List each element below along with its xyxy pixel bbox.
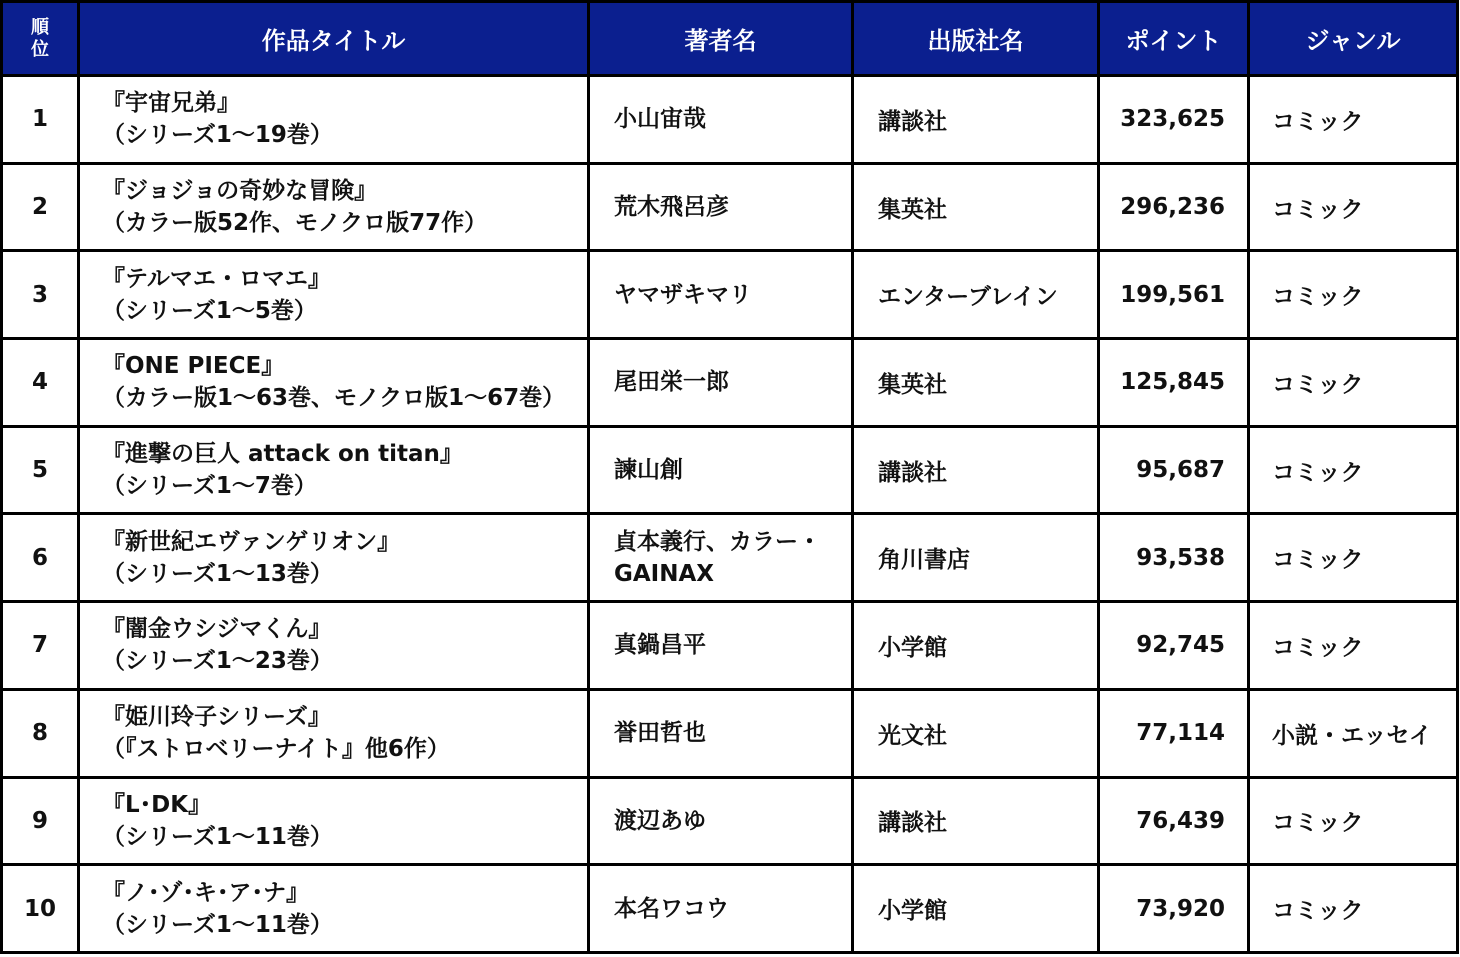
genre-cell: コミック — [1249, 251, 1458, 339]
work-subtitle: （シリーズ1～5巻） — [102, 297, 317, 324]
author-cell: 真鍋昌平 — [589, 602, 853, 690]
publisher-cell: 集英社 — [853, 339, 1099, 427]
work-subtitle: （シリーズ1～23巻） — [102, 648, 333, 675]
title-cell — [79, 426, 589, 514]
header-rank-line1: 順 — [31, 16, 49, 38]
author-cell: 貞本義行、カラー・GAINAX — [589, 514, 853, 602]
work-subtitle: （『ストロベリーナイト』他6作） — [102, 736, 450, 763]
rank-cell: 5 — [2, 426, 79, 514]
header-row — [2, 2, 1458, 76]
rank-cell: 8 — [2, 689, 79, 777]
genre-cell: コミック — [1249, 777, 1458, 865]
points-cell: 125,845 — [1099, 339, 1249, 427]
publisher-cell: 小学館 — [853, 602, 1099, 690]
table-row — [2, 602, 1458, 690]
title-cell — [79, 76, 589, 164]
work-title: 『ノ･ゾ･キ･ア･ナ』 — [102, 879, 309, 906]
work-title: 『ジョジョの奇妙な冒険』 — [102, 178, 378, 205]
genre-cell: コミック — [1249, 76, 1458, 164]
genre-cell: コミック — [1249, 514, 1458, 602]
author-cell: 尾田栄一郎 — [589, 339, 853, 427]
genre-cell: コミック — [1249, 426, 1458, 514]
work-title: 『L･DK』 — [102, 791, 212, 818]
title-cell — [79, 777, 589, 865]
publisher-cell: 角川書店 — [853, 514, 1099, 602]
table-row — [2, 163, 1458, 251]
work-subtitle: （シリーズ1～11巻） — [102, 823, 333, 850]
author-cell: ヤマザキマリ — [589, 251, 853, 339]
author-cell: 誉田哲也 — [589, 689, 853, 777]
points-cell: 76,439 — [1099, 777, 1249, 865]
publisher-cell: 小学館 — [853, 865, 1099, 953]
table-row — [2, 76, 1458, 164]
genre-cell: コミック — [1249, 602, 1458, 690]
rank-cell: 1 — [2, 76, 79, 164]
genre-cell: コミック — [1249, 163, 1458, 251]
header-genre: ジャンル — [1249, 2, 1458, 76]
title-cell — [79, 865, 589, 953]
table-row — [2, 777, 1458, 865]
publisher-cell: 集英社 — [853, 163, 1099, 251]
author-cell: 渡辺あゆ — [589, 777, 853, 865]
title-cell — [79, 163, 589, 251]
work-title: 『新世紀エヴァンゲリオン』 — [102, 528, 401, 555]
table-row — [2, 251, 1458, 339]
points-cell: 95,687 — [1099, 426, 1249, 514]
points-cell: 73,920 — [1099, 865, 1249, 953]
work-subtitle: （シリーズ1～13巻） — [102, 560, 333, 587]
work-title: 『宇宙兄弟』 — [102, 90, 240, 117]
publisher-cell: 講談社 — [853, 777, 1099, 865]
title-cell — [79, 602, 589, 690]
rank-cell: 2 — [2, 163, 79, 251]
work-subtitle: （シリーズ1～11巻） — [102, 911, 333, 938]
genre-cell: コミック — [1249, 339, 1458, 427]
header-points: ポイント — [1099, 2, 1249, 76]
points-cell: 92,745 — [1099, 602, 1249, 690]
author-cell: 小山宙哉 — [589, 76, 853, 164]
header-rank — [2, 2, 79, 76]
title-cell — [79, 689, 589, 777]
work-title: 『ONE PIECE』 — [102, 353, 285, 380]
table-row — [2, 865, 1458, 953]
rank-cell: 9 — [2, 777, 79, 865]
points-cell: 323,625 — [1099, 76, 1249, 164]
author-cell: 荒木飛呂彦 — [589, 163, 853, 251]
title-cell — [79, 251, 589, 339]
rank-cell: 4 — [2, 339, 79, 427]
publisher-cell: エンターブレイン — [853, 251, 1099, 339]
work-title: 『進撃の巨人 attack on titan』 — [102, 441, 463, 468]
table-header — [2, 2, 1458, 76]
work-subtitle: （シリーズ1～7巻） — [102, 473, 317, 500]
table-row — [2, 339, 1458, 427]
points-cell: 296,236 — [1099, 163, 1249, 251]
work-title: 『闇金ウシジマくん』 — [102, 616, 332, 643]
publisher-cell: 講談社 — [853, 426, 1099, 514]
work-title: 『姫川玲子シリーズ』 — [102, 704, 331, 731]
author-cell: 諫山創 — [589, 426, 853, 514]
points-cell: 77,114 — [1099, 689, 1249, 777]
points-cell: 93,538 — [1099, 514, 1249, 602]
genre-cell: 小説・エッセイ — [1249, 689, 1458, 777]
header-title: 作品タイトル — [79, 2, 589, 76]
points-cell: 199,561 — [1099, 251, 1249, 339]
work-subtitle: （カラー版1～63巻、モノクロ版1～67巻） — [102, 385, 566, 412]
title-cell — [79, 339, 589, 427]
table-row — [2, 689, 1458, 777]
genre-cell: コミック — [1249, 865, 1458, 953]
author-cell: 本名ワコウ — [589, 865, 853, 953]
publisher-cell: 講談社 — [853, 76, 1099, 164]
title-cell — [79, 514, 589, 602]
rank-cell: 10 — [2, 865, 79, 953]
publisher-cell: 光文社 — [853, 689, 1099, 777]
header-publisher: 出版社名 — [853, 2, 1099, 76]
rank-cell: 7 — [2, 602, 79, 690]
table-row — [2, 426, 1458, 514]
table-body — [2, 76, 1458, 953]
work-subtitle: （シリーズ1～19巻） — [102, 122, 333, 149]
work-title: 『テルマエ・ロマエ』 — [102, 265, 331, 292]
table-row — [2, 514, 1458, 602]
rank-cell: 6 — [2, 514, 79, 602]
work-subtitle: （カラー版52作、モノクロ版77作） — [102, 210, 488, 237]
header-rank-line2: 位 — [31, 38, 49, 60]
header-author: 著者名 — [589, 2, 853, 76]
rank-cell: 3 — [2, 251, 79, 339]
